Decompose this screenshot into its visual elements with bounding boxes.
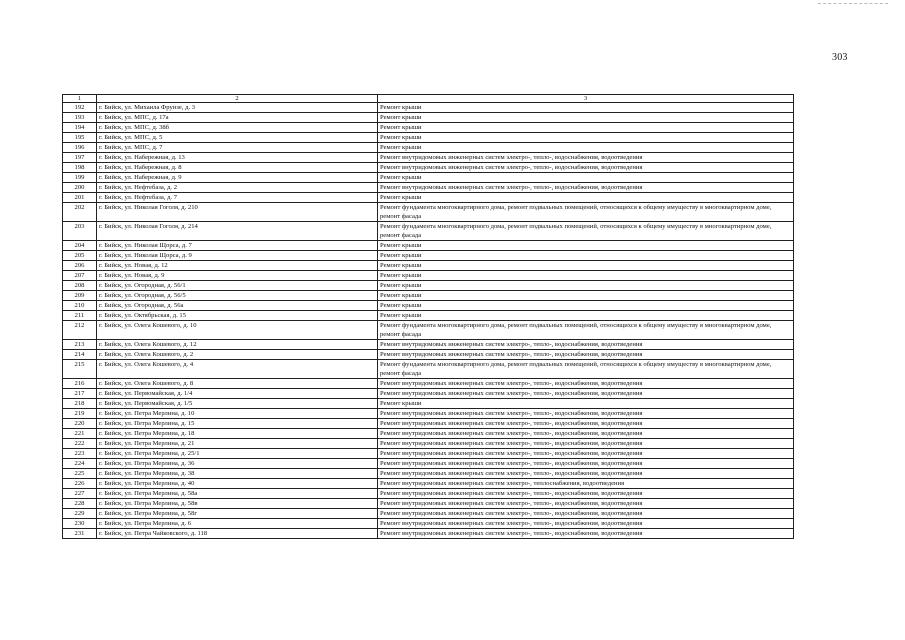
housing-repair-table [62,94,794,539]
repair-work-cell: Ремонт фундамента многоквартирного дома, ремонт подвальных помещений, относящихся к общему имуществу в многоквартирном доме, ремонт фасада [378,360,794,379]
row-number: 230 [63,519,97,529]
row-number: 223 [63,449,97,459]
table-body [63,103,794,539]
table-row [63,389,794,399]
table-row [63,409,794,419]
address-cell: г. Бийск, ул. Петра Мерлина, д. 21 [97,439,378,449]
row-number: 215 [63,360,97,379]
address-cell: г. Бийск, ул. Олега Кошевого, д. 8 [97,379,378,389]
repair-work-cell: Ремонт фундамента многоквартирного дома, ремонт подвальных помещений, относящихся к общему имуществу в многоквартирном доме, ремонт фасада [378,203,794,222]
address-cell: г. Бийск, ул. МПС, д. 38б [97,123,378,133]
row-number: 211 [63,311,97,321]
repair-work-cell: Ремонт фундамента многоквартирного дома, ремонт подвальных помещений, относящихся к общему имуществу в многоквартирном доме, ремонт фасада [378,222,794,241]
table-row [63,301,794,311]
table-row [63,379,794,389]
row-number: 231 [63,529,97,539]
row-number: 216 [63,379,97,389]
repair-work-cell: Ремонт внутридомовых инженерных систем электро-, тепло-, водоснабжения, водоотведения [378,529,794,539]
repair-work-cell: Ремонт крыши [378,261,794,271]
address-cell: г. Бийск, ул. Петра Мерлина, д. 15 [97,419,378,429]
table-row [63,153,794,163]
repair-work-cell: Ремонт крыши [378,113,794,123]
table-row [63,419,794,429]
address-cell: г. Бийск, ул. Олега Кошевого, д. 12 [97,340,378,350]
row-number: 220 [63,419,97,429]
row-number: 226 [63,479,97,489]
table-row [63,499,794,509]
address-cell: г. Бийск, ул. Набережная, д. 13 [97,153,378,163]
table-row [63,251,794,261]
address-cell: г. Бийск, ул. МПС, д. 5 [97,133,378,143]
table-row [63,479,794,489]
table-row [63,459,794,469]
address-cell: г. Бийск, ул. Петра Мерлина, д. 18 [97,429,378,439]
row-number: 210 [63,301,97,311]
address-cell: г. Бийск, ул. Нефтебаза, д. 2 [97,183,378,193]
row-number: 196 [63,143,97,153]
row-number: 197 [63,153,97,163]
row-number: 222 [63,439,97,449]
table-row [63,340,794,350]
address-cell: г. Бийск, ул. Петра Мерлина, д. 38 [97,469,378,479]
page-number: 303 [832,52,848,63]
table-row [63,113,794,123]
row-number: 193 [63,113,97,123]
repair-work-cell: Ремонт крыши [378,103,794,113]
table-row [63,123,794,133]
address-cell: г. Бийск, ул. Олега Кошевого, д. 2 [97,350,378,360]
repair-work-cell: Ремонт внутридомовых инженерных систем электро-, тепло-, водоснабжения, водоотведения [378,509,794,519]
address-cell: г. Бийск, ул. Николая Щорса, д. 7 [97,241,378,251]
table-row [63,311,794,321]
row-number: 219 [63,409,97,419]
address-cell: г. Бийск, ул. Набережная, д. 8 [97,163,378,173]
repair-work-cell: Ремонт внутридомовых инженерных систем электро-, тепло-, водоснабжения, водоотведения [378,419,794,429]
table-row [63,241,794,251]
repair-work-cell: Ремонт фундамента многоквартирного дома, ремонт подвальных помещений, относящихся к общему имуществу в многоквартирном доме, ремонт фасада [378,321,794,340]
repair-work-cell: Ремонт крыши [378,133,794,143]
table-row [63,103,794,113]
column-header-2: 2 [97,95,378,103]
address-cell: г. Бийск, ул. Огородная, д. 56/1 [97,281,378,291]
repair-work-cell: Ремонт внутридомовых инженерных систем электро-, тепло-, водоснабжения, водоотведения [378,469,794,479]
repair-work-cell: Ремонт внутридомовых инженерных систем электро-, тепло-, водоснабжения, водоотведения [378,499,794,509]
address-cell: г. Бийск, ул. Первомайская, д. 1/5 [97,399,378,409]
row-number: 198 [63,163,97,173]
table-row [63,439,794,449]
row-number: 205 [63,251,97,261]
row-number: 206 [63,261,97,271]
row-number: 212 [63,321,97,340]
table-row [63,350,794,360]
repair-work-cell: Ремонт внутридомовых инженерных систем электро-, тепло-, водоснабжения, водоотведения [378,389,794,399]
table-row [63,449,794,459]
repair-work-cell: Ремонт крыши [378,399,794,409]
table-row [63,291,794,301]
table-row [63,163,794,173]
row-number: 202 [63,203,97,222]
table-row [63,193,794,203]
table-row [63,399,794,409]
repair-work-cell: Ремонт внутридомовых инженерных систем электро-, тепло-, водоснабжения, водоотведения [378,379,794,389]
table-row [63,429,794,439]
table-row [63,133,794,143]
row-number: 194 [63,123,97,133]
address-cell: г. Бийск, ул. Олега Кошевого, д. 10 [97,321,378,340]
repair-work-cell: Ремонт внутридомовых инженерных систем электро-, тепло-, водоснабжения, водоотведения [378,449,794,459]
row-number: 228 [63,499,97,509]
table-row [63,529,794,539]
address-cell: г. Бийск, ул. Огородная, д. 56а [97,301,378,311]
scan-artifact-line [818,3,888,4]
row-number: 199 [63,173,97,183]
address-cell: г. Бийск, ул. Петра Чайковского, д. 118 [97,529,378,539]
repair-work-cell: Ремонт крыши [378,291,794,301]
repair-work-cell: Ремонт внутридомовых инженерных систем электро-, теплоснабжения, водоотведения [378,479,794,489]
address-cell: г. Бийск, ул. МПС, д. 7 [97,143,378,153]
address-cell: г. Бийск, ул. Петра Мерлина, д. 6 [97,519,378,529]
row-number: 192 [63,103,97,113]
repair-work-cell: Ремонт крыши [378,143,794,153]
address-cell: г. Бийск, ул. Николая Гоголя, д. 214 [97,222,378,241]
address-cell: г. Бийск, ул. Олега Кошевого, д. 4 [97,360,378,379]
address-cell: г. Бийск, ул. Петра Мерлина, д. 58а [97,489,378,499]
address-cell: г. Бийск, ул. Николая Гоголя, д. 210 [97,203,378,222]
address-cell: г. Бийск, ул. Петра Мерлина, д. 25/1 [97,449,378,459]
table-row [63,183,794,193]
repair-work-cell: Ремонт внутридомовых инженерных систем электро-, тепло-, водоснабжения, водоотведения [378,163,794,173]
repair-work-cell: Ремонт внутридомовых инженерных систем электро-, тепло-, водоснабжения, водоотведения [378,459,794,469]
repair-work-cell: Ремонт внутридомовых инженерных систем электро-, тепло-, водоснабжения, водоотведения [378,350,794,360]
row-number: 204 [63,241,97,251]
repair-work-cell: Ремонт внутридомовых инженерных систем электро-, тепло-, водоснабжения, водоотведения [378,489,794,499]
repair-work-cell: Ремонт внутридомовых инженерных систем электро-, тепло-, водоснабжения, водоотведения [378,340,794,350]
row-number: 221 [63,429,97,439]
table-row [63,321,794,340]
row-number: 209 [63,291,97,301]
row-number: 195 [63,133,97,143]
address-cell: г. Бийск, ул. Петра Мерлина, д. 58в [97,499,378,509]
table-row [63,271,794,281]
row-number: 224 [63,459,97,469]
repair-work-cell: Ремонт крыши [378,193,794,203]
repair-work-cell: Ремонт крыши [378,241,794,251]
row-number: 227 [63,489,97,499]
address-cell: г. Бийск, ул. Новая, д. 9 [97,271,378,281]
repair-work-cell: Ремонт крыши [378,311,794,321]
row-number: 217 [63,389,97,399]
repair-work-cell: Ремонт крыши [378,281,794,291]
column-header-3: 3 [378,95,794,103]
address-cell: г. Бийск, ул. Михаила Фрунзе, д. 3 [97,103,378,113]
table-row [63,143,794,153]
address-cell: г. Бийск, ул. Николая Щорса, д. 9 [97,251,378,261]
row-number: 207 [63,271,97,281]
table-row [63,261,794,271]
address-cell: г. Бийск, ул. Октябрьская, д. 15 [97,311,378,321]
row-number: 201 [63,193,97,203]
repair-work-cell: Ремонт крыши [378,251,794,261]
table-row [63,360,794,379]
row-number: 208 [63,281,97,291]
address-cell: г. Бийск, ул. Новая, д. 12 [97,261,378,271]
repair-work-cell: Ремонт внутридомовых инженерных систем электро-, тепло-, водоснабжения, водоотведения [378,439,794,449]
repair-work-cell: Ремонт внутридомовых инженерных систем электро-, тепло-, водоснабжения, водоотведения [378,519,794,529]
address-cell: г. Бийск, ул. Петра Мерлина, д. 10 [97,409,378,419]
repair-work-cell: Ремонт внутридомовых инженерных систем электро-, тепло-, водоснабжения, водоотведения [378,429,794,439]
row-number: 214 [63,350,97,360]
table-row [63,281,794,291]
address-cell: г. Бийск, ул. Нефтебаза, д. 7 [97,193,378,203]
repair-work-cell: Ремонт крыши [378,301,794,311]
address-cell: г. Бийск, ул. Набережная, д. 9 [97,173,378,183]
table-row [63,203,794,222]
row-number: 229 [63,509,97,519]
row-number: 225 [63,469,97,479]
table-row [63,489,794,499]
address-cell: г. Бийск, ул. Петра Мерлина, д. 58г [97,509,378,519]
column-header-1: 1 [63,95,97,103]
repair-work-cell: Ремонт крыши [378,271,794,281]
address-cell: г. Бийск, ул. Петра Мерлина, д. 36 [97,459,378,469]
row-number: 213 [63,340,97,350]
repair-work-cell: Ремонт крыши [378,173,794,183]
repair-work-cell: Ремонт внутридомовых инженерных систем электро-, тепло-, водоснабжения, водоотведения [378,409,794,419]
address-cell: г. Бийск, ул. Петра Мерлина, д. 40 [97,479,378,489]
row-number: 218 [63,399,97,409]
table-row [63,509,794,519]
row-number: 200 [63,183,97,193]
repair-work-cell: Ремонт внутридомовых инженерных систем электро-, тепло-, водоснабжения, водоотведения [378,153,794,163]
repair-work-cell: Ремонт внутридомовых инженерных систем электро-, тепло-, водоснабжения, водоотведения [378,183,794,193]
table-row [63,173,794,183]
address-cell: г. Бийск, ул. МПС, д. 17а [97,113,378,123]
table-row [63,222,794,241]
column-number-row [63,95,794,103]
repair-work-cell: Ремонт крыши [378,123,794,133]
table-row [63,469,794,479]
row-number: 203 [63,222,97,241]
address-cell: г. Бийск, ул. Огородная, д. 56/5 [97,291,378,301]
table-row [63,519,794,529]
address-cell: г. Бийск, ул. Первомайская, д. 1/4 [97,389,378,399]
